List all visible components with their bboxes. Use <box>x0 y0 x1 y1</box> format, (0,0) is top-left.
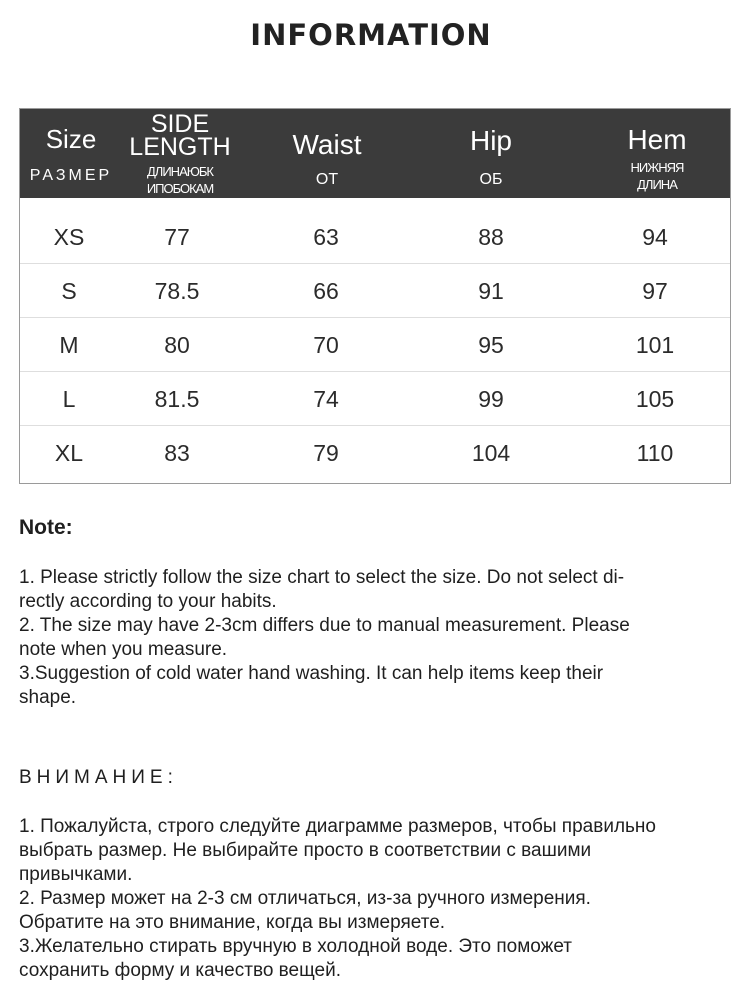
note-line: 1. Please strictly follow the size chart to select the size. Do not select di- <box>19 567 625 588</box>
cell-side-length: 78.5 <box>154 278 200 304</box>
header-hem-sublabel-1: НИЖНЯЯ <box>630 160 684 175</box>
cell-waist: 70 <box>313 332 339 358</box>
header-hem-label: Hem <box>627 124 687 155</box>
cell-waist: 63 <box>313 224 339 250</box>
cell-size: XS <box>53 224 85 250</box>
cell-hip: 104 <box>471 440 511 466</box>
header-side-label-2: LENGTH <box>129 133 231 161</box>
table-row <box>20 264 730 318</box>
cell-size: XL <box>54 440 84 466</box>
table-header <box>20 109 730 198</box>
size-chart-table <box>19 108 731 484</box>
note-line: 2. The size may have 2-3cm differs due to manual measurement. Please <box>19 615 630 636</box>
header-waist-sublabel: ОТ <box>315 171 339 188</box>
note-text <box>19 566 731 710</box>
attention-line: 2. Размер может на 2-3 см отличаться, из-за ручного измерения. <box>19 888 591 909</box>
header-side-length <box>122 109 238 198</box>
cell-size: S <box>61 278 77 304</box>
note-line: rectly according to your habits. <box>19 591 277 612</box>
cell-side-length: 81.5 <box>154 386 200 412</box>
note-line: shape. <box>19 687 77 708</box>
cell-side-length: 80 <box>164 332 190 358</box>
cell-waist: 74 <box>313 386 339 412</box>
header-hip <box>432 109 550 198</box>
attention-line: привычками. <box>19 864 133 885</box>
cell-side-length: 83 <box>164 440 190 466</box>
note-line: note when you measure. <box>19 639 228 660</box>
cell-hip: 99 <box>478 386 504 412</box>
header-waist <box>268 109 386 198</box>
attention-line: сохранить форму и качество вещей. <box>19 960 341 981</box>
attention-heading: ВНИМАНИЕ: <box>19 767 178 788</box>
header-hip-label: Hip <box>469 125 512 156</box>
cell-hem: 94 <box>642 224 668 250</box>
table-row <box>20 210 730 264</box>
cell-hem: 110 <box>636 440 674 466</box>
cell-side-length: 77 <box>164 224 190 250</box>
header-size-sublabel: РАЗМЕР <box>29 167 113 184</box>
header-hip-sublabel: ОБ <box>479 171 503 188</box>
cell-hip: 91 <box>478 278 504 304</box>
attention-text <box>19 815 731 983</box>
note-heading: Note: <box>19 516 73 539</box>
header-side-label-1: SIDE <box>150 110 210 138</box>
header-side-sublabel-1: ДЛИНАЮБК <box>147 164 213 179</box>
cell-waist: 79 <box>313 440 339 466</box>
attention-line: Обратите на это внимание, когда вы измеряете. <box>19 912 446 933</box>
cell-hem: 105 <box>635 386 675 412</box>
table-row <box>20 372 730 426</box>
cell-hip: 95 <box>478 332 504 358</box>
table-row <box>20 426 730 480</box>
page-title: INFORMATION <box>250 18 492 52</box>
header-hem <box>598 109 716 198</box>
cell-size: M <box>59 332 79 358</box>
header-side-sublabel-2: ИПОБОКАМ <box>146 181 214 196</box>
table-row <box>20 318 730 372</box>
attention-line: 1. Пожалуйста, строго следуйте диаграмме размеров, чтобы правильно <box>19 816 656 837</box>
cell-waist: 66 <box>313 278 339 304</box>
header-size <box>20 109 122 198</box>
header-waist-label: Waist <box>292 129 362 160</box>
attention-line: 3.Желательно стирать вручную в холодной воде. Это поможет <box>19 936 573 957</box>
header-size-label: Size <box>45 124 97 154</box>
attention-line: выбрать размер. Не выбирайте просто в соответствии с вашими <box>19 840 592 861</box>
cell-size: L <box>62 386 76 412</box>
cell-hem: 97 <box>642 278 668 304</box>
cell-hem: 101 <box>635 332 675 358</box>
cell-hip: 88 <box>478 224 504 250</box>
header-hem-sublabel-2: ДЛИНА <box>637 177 677 192</box>
note-line: 3.Suggestion of cold water hand washing. It can help items keep their <box>19 663 604 684</box>
